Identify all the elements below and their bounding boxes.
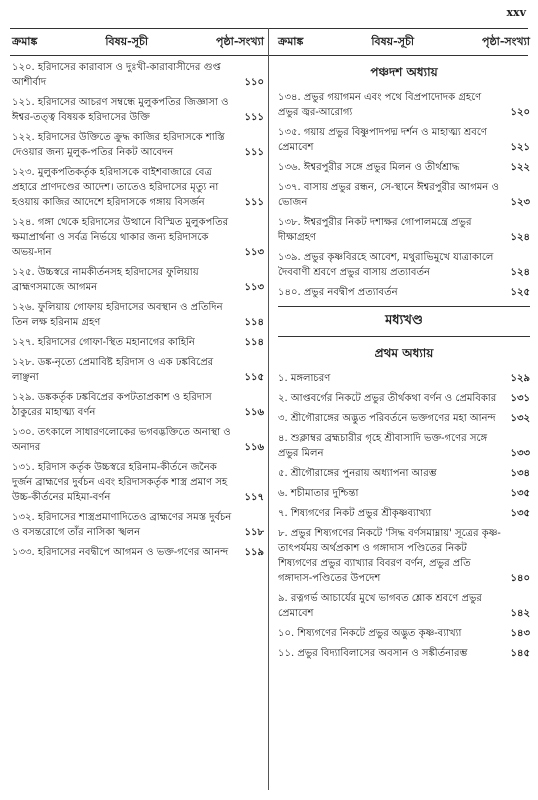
toc-entry-page: ১১০ bbox=[244, 77, 264, 88]
toc-entry-text: ১২৪. গঙ্গা থেকে হরিদাসের উত্থানে বিস্মিত মুলুকপতির ক্ষমাপ্রার্থনা ও সর্বত্র নির্ভয়ে থাকার জন্য হরিদাসকে অভয়-দান bbox=[12, 217, 229, 258]
toc-entry bbox=[12, 130, 264, 160]
toc-entry-text: ১৩০. তৎকালে সাধারণলোকের ভগবদ্ভক্তিতে অনাস্থা ও অনাদর bbox=[12, 427, 231, 453]
toc-entry-text: ১৩১. হরিদাস কর্তৃক উচ্চস্বরে হরিনাম-কীর্তনে জনৈক দুর্জন ব্রাহ্মণের দুর্বচন এবং হরিদাসকর্তৃক শাস্ত্র প্রমাণ সহ উচ্চ-কীর্তনের মহিমা-বর্ণন bbox=[12, 462, 228, 503]
toc-entry bbox=[12, 460, 264, 505]
toc-entry-page: ১২৯ bbox=[510, 373, 530, 384]
toc-entry bbox=[278, 215, 530, 245]
toc-entry-page: ১১১ bbox=[244, 147, 264, 158]
toc-entry-text: ১৩২. হরিদাসের শাস্ত্রপ্রমাণাদিতেও ব্রাহ্মণের সমস্ত দুর্বচন ও বসন্তরোগে তাঁর নাসিকা স্খলন bbox=[12, 512, 232, 538]
toc-entry-text: ১২২. হরিদাসের উক্তিতে ক্রুদ্ধ কাজির হরিদাসকে শাস্তি দেওয়ার জন্য মুলুক-পতির নিকট আবেদন bbox=[12, 132, 225, 158]
toc-entry bbox=[278, 526, 530, 586]
toc-entry bbox=[278, 486, 530, 501]
toc-entry-text: ৬. শচীমাতার দুশ্চিন্তা bbox=[278, 488, 359, 499]
toc-entry-text: ১. মঙ্গলাচরণ bbox=[278, 373, 331, 384]
toc-entry bbox=[278, 466, 530, 481]
left-header bbox=[12, 31, 264, 53]
toc-entry-page: ১১৩ bbox=[244, 247, 264, 258]
toc-entry bbox=[12, 265, 264, 295]
header-serial: ক্রমাঙ্ক bbox=[12, 34, 38, 48]
toc-entry-page: ১১৬ bbox=[244, 407, 264, 418]
toc-entry bbox=[278, 180, 530, 210]
toc-entry-text: ৮. প্রভুর শিষ্যগণের নিকটে 'সিদ্ধ বর্ণসমাম্নায়' সূত্রের কৃষ্ণ-তাৎপর্যময় অর্থপ্রকাশ ও গঙ্গাদাস পণ্ডিতের নিকট শিষ্যগণের প্রভুর ব্যাখ্যার বিবরণ বর্ণন, প্রভুর প্রতি গঙ্গাদাস-পণ্ডিতের উপদেশ bbox=[278, 528, 501, 584]
toc-entry bbox=[12, 215, 264, 260]
toc-entry-text: ১২০. হরিদাসের কারাবাস ও দুঃখী-কারাবাসীদের গুপ্ত আশীর্বাদ bbox=[12, 62, 221, 88]
header-serial: ক্রমাঙ্ক bbox=[278, 34, 304, 48]
toc-entry-text: ১২৫. উচ্চস্বরে নামকীর্তনসহ হরিদাসের ফুলিয়ায় ব্রাহ্মণসমাজে আগমন bbox=[12, 267, 199, 293]
header-bottom-rule bbox=[10, 55, 528, 56]
toc-entry bbox=[12, 545, 264, 560]
toc-entry-text: ১০. শিষ্যগণের নিকটে প্রভুর অদ্ভুত কৃষ্ণ-ব্যাখ্যা bbox=[278, 628, 462, 639]
toc-entry-text: ১২৭. হরিদাসের গোফা-স্থিত মহানাগের কাহিনি bbox=[12, 337, 195, 348]
toc-entry-page: ১১৪ bbox=[244, 317, 264, 328]
toc-entry-page: ১১১ bbox=[244, 112, 264, 123]
toc-entry-text: ১৩৬. ঈশ্বরপুরীর সঙ্গে প্রভুর মিলন ও তীর্থশ্রাদ্ধ bbox=[278, 162, 460, 173]
toc-entry-page: ১২০ bbox=[510, 107, 530, 118]
toc-entry bbox=[278, 250, 530, 280]
section-title: পঞ্চদশ অধ্যায় bbox=[370, 65, 438, 79]
toc-entry bbox=[278, 506, 530, 521]
toc-entry bbox=[12, 60, 264, 90]
toc-entry-text: ১৩৮. ঈশ্বরপুরীর নিকট দশাক্ষর গোপালমন্ত্রে প্রভুর দীক্ষাগ্রহণ bbox=[278, 217, 472, 243]
toc-list bbox=[278, 90, 530, 300]
header-page: পৃষ্ঠা-সংখ্যা bbox=[216, 34, 264, 48]
right-header bbox=[278, 31, 530, 53]
toc-entry bbox=[278, 391, 530, 406]
toc-entry-text: ১৩৫. গয়ায় প্রভুর বিষ্ণুপাদপদ্ম দর্শন ও মাহাত্ম্য শ্রবণে প্রেমাবেশ bbox=[278, 127, 487, 153]
toc-entry-text: ১২৬. ফুলিয়ায় গোফায় হরিদাসের অবস্থান ও প্রতিদিন তিন লক্ষ হরিনাম গ্রহণ bbox=[12, 302, 223, 328]
toc-entry-page: ১৪২ bbox=[510, 608, 530, 619]
toc-entry-text: ১২৩. মুলুকপতিকর্তৃক হরিদাসকে বাইশবাজারে বেত্র প্রহারে প্রাণদণ্ডের আদেশ। তাতেও হরিদাসের মৃত্যু না হওয়ায় কাজির আদেশে হরিদাসকে গঙ্গায় বিসর্জন bbox=[12, 167, 219, 208]
toc-entry-page: ১৪৩ bbox=[510, 628, 530, 639]
toc-entry-text: ১৩৭. বাসায় প্রভুর রন্ধন, সে-স্থানে ঈশ্বরপুরীর আগমন ও ভোজন bbox=[278, 182, 499, 208]
page-number: xxv bbox=[506, 6, 526, 19]
toc-entry bbox=[12, 390, 264, 420]
toc-entry-page: ১১১ bbox=[244, 197, 264, 208]
toc-entry-text: ১২১. হরিদাসের আচরণ সম্বন্ধে মুলুকপতির জিজ্ঞাসা ও ঈশ্বর-তত্ত্ব বিষয়ক হরিদাসের উক্তি bbox=[12, 97, 229, 123]
toc-entry-page: ১১৫ bbox=[244, 372, 264, 383]
toc-entry-text: ১৩৯. প্রভুর কৃষ্ণবিরহে আবেশ, মথুরাভিমুখে যাত্রাকালে দৈববাণী শ্রবণে প্রভুর বাসায় প্রত্যাবর্তন bbox=[278, 252, 494, 278]
toc-entry bbox=[12, 335, 264, 350]
left-column bbox=[12, 60, 264, 565]
toc-entry-page: ১২৩ bbox=[510, 197, 530, 208]
toc-entry-page: ১২৪ bbox=[510, 267, 530, 278]
toc-entry-text: ৪. শুক্লাম্বর ব্রহ্মচারীর গৃহে শ্রীবাসাদি ভক্ত-গণের সঙ্গে প্রভুর মিলন bbox=[278, 433, 488, 459]
toc-entry-page: ১৩২ bbox=[510, 413, 530, 424]
toc-entry bbox=[278, 90, 530, 120]
toc-entry-page: ১১৩ bbox=[244, 282, 264, 293]
toc-entry-page: ১২১ bbox=[510, 142, 530, 153]
toc-entry bbox=[278, 125, 530, 155]
toc-entry-page: ১১৮ bbox=[244, 527, 264, 538]
toc-entry-text: ২. আপ্তবর্গের নিকটে প্রভুর তীর্থকথা বর্ণন ও প্রেমবিকার bbox=[278, 393, 497, 404]
header-subject: বিষয়-সূচী bbox=[371, 34, 415, 48]
toc-entry-page: ১৪৫ bbox=[510, 648, 530, 659]
toc-entry-text: ১৩৪. প্রভুর গয়াগমন এবং পথে বিপ্রপাদোদক গ্রহণে প্রভুর জ্বর-আরোগ্য bbox=[278, 92, 482, 118]
toc-entry-page: ১২২ bbox=[510, 162, 530, 173]
toc-entry bbox=[278, 160, 530, 175]
toc-entry bbox=[278, 285, 530, 300]
toc-entry-text: ৩. শ্রীগৌরাঙ্গের অদ্ভুত পরিবর্তনে ভক্তগণের মহা আনন্দ bbox=[278, 413, 496, 424]
header-top-rule bbox=[10, 28, 528, 29]
column-divider bbox=[268, 28, 269, 790]
toc-entry bbox=[12, 355, 264, 385]
toc-entry bbox=[12, 95, 264, 125]
toc-entry bbox=[12, 165, 264, 210]
toc-entry-page: ১১৭ bbox=[244, 492, 264, 503]
toc-entry-text: ৫. শ্রীগৌরাঙ্গের পুনরায় অধ্যাপনা আরম্ভ bbox=[278, 468, 437, 479]
header-page: পৃষ্ঠা-সংখ্যা bbox=[482, 34, 530, 48]
toc-entry bbox=[278, 591, 530, 621]
toc-entry bbox=[12, 300, 264, 330]
toc-entry bbox=[12, 510, 264, 540]
toc-entry-page: ১১৪ bbox=[244, 337, 264, 348]
toc-entry-text: ৭. শিষ্যগণের নিকট প্রভুর শ্রীকৃষ্ণব্যাখ্যা bbox=[278, 508, 432, 519]
toc-entry-page: ১১৬ bbox=[244, 442, 264, 453]
right-column bbox=[278, 60, 530, 666]
toc-entry-text: ১২৯. ডঙ্ককর্তৃক ঢঙ্কবিপ্রের কপটতাপ্রকাশ ও হরিদাস ঠাকুরের মাহাত্ম্য বর্ণন bbox=[12, 392, 212, 418]
toc-entry-page: ১২৫ bbox=[510, 287, 530, 298]
khanda-title: মধ্যখণ্ড bbox=[278, 306, 530, 337]
toc-entry-text: ১৪০. প্রভুর নবদ্বীপ প্রত্যাবর্তন bbox=[278, 287, 398, 298]
toc-entry-page: ১২৪ bbox=[510, 232, 530, 243]
toc-entry bbox=[278, 646, 530, 661]
toc-entry-page: ১৩১ bbox=[510, 393, 530, 404]
toc-entry-page: ১১৯ bbox=[244, 547, 264, 558]
toc-entry bbox=[278, 626, 530, 641]
toc-entry-text: ১৩৩. হরিদাসের নবদ্বীপে আগমন ও ভক্ত-গণের আনন্দ bbox=[12, 547, 229, 558]
toc-entry-page: ১৩৫ bbox=[510, 488, 530, 499]
toc-entry-text: ১২৮. ডঙ্ক-নৃত্যে প্রেমাবিষ্ট হরিদাস ও এক ঢঙ্কবিপ্রের লাঞ্ছনা bbox=[12, 357, 214, 383]
toc-list bbox=[278, 371, 530, 661]
toc-entry-page: ১৩৪ bbox=[510, 468, 530, 479]
toc-entry bbox=[278, 371, 530, 386]
toc-entry bbox=[278, 411, 530, 426]
toc-entry-page: ১৩৩ bbox=[510, 448, 530, 459]
toc-entry-text: ১১. প্রভুর বিদ্যাবিলাসের অবসান ও সঙ্কীর্তনারম্ভ bbox=[278, 648, 468, 659]
section-title: প্রথম অধ্যায় bbox=[374, 346, 434, 360]
toc-entry-text: ৯. রত্নগর্ভ আচার্যের মুখে ভাগবত শ্লোক শ্রবণে প্রভুর প্রেমাবেশ bbox=[278, 593, 482, 619]
toc-entry bbox=[278, 431, 530, 461]
toc-entry-page: ১৩৫ bbox=[510, 508, 530, 519]
toc-entry-page: ১৪০ bbox=[510, 573, 530, 584]
header-subject: বিষয়-সূচী bbox=[105, 34, 149, 48]
toc-entry bbox=[12, 425, 264, 455]
